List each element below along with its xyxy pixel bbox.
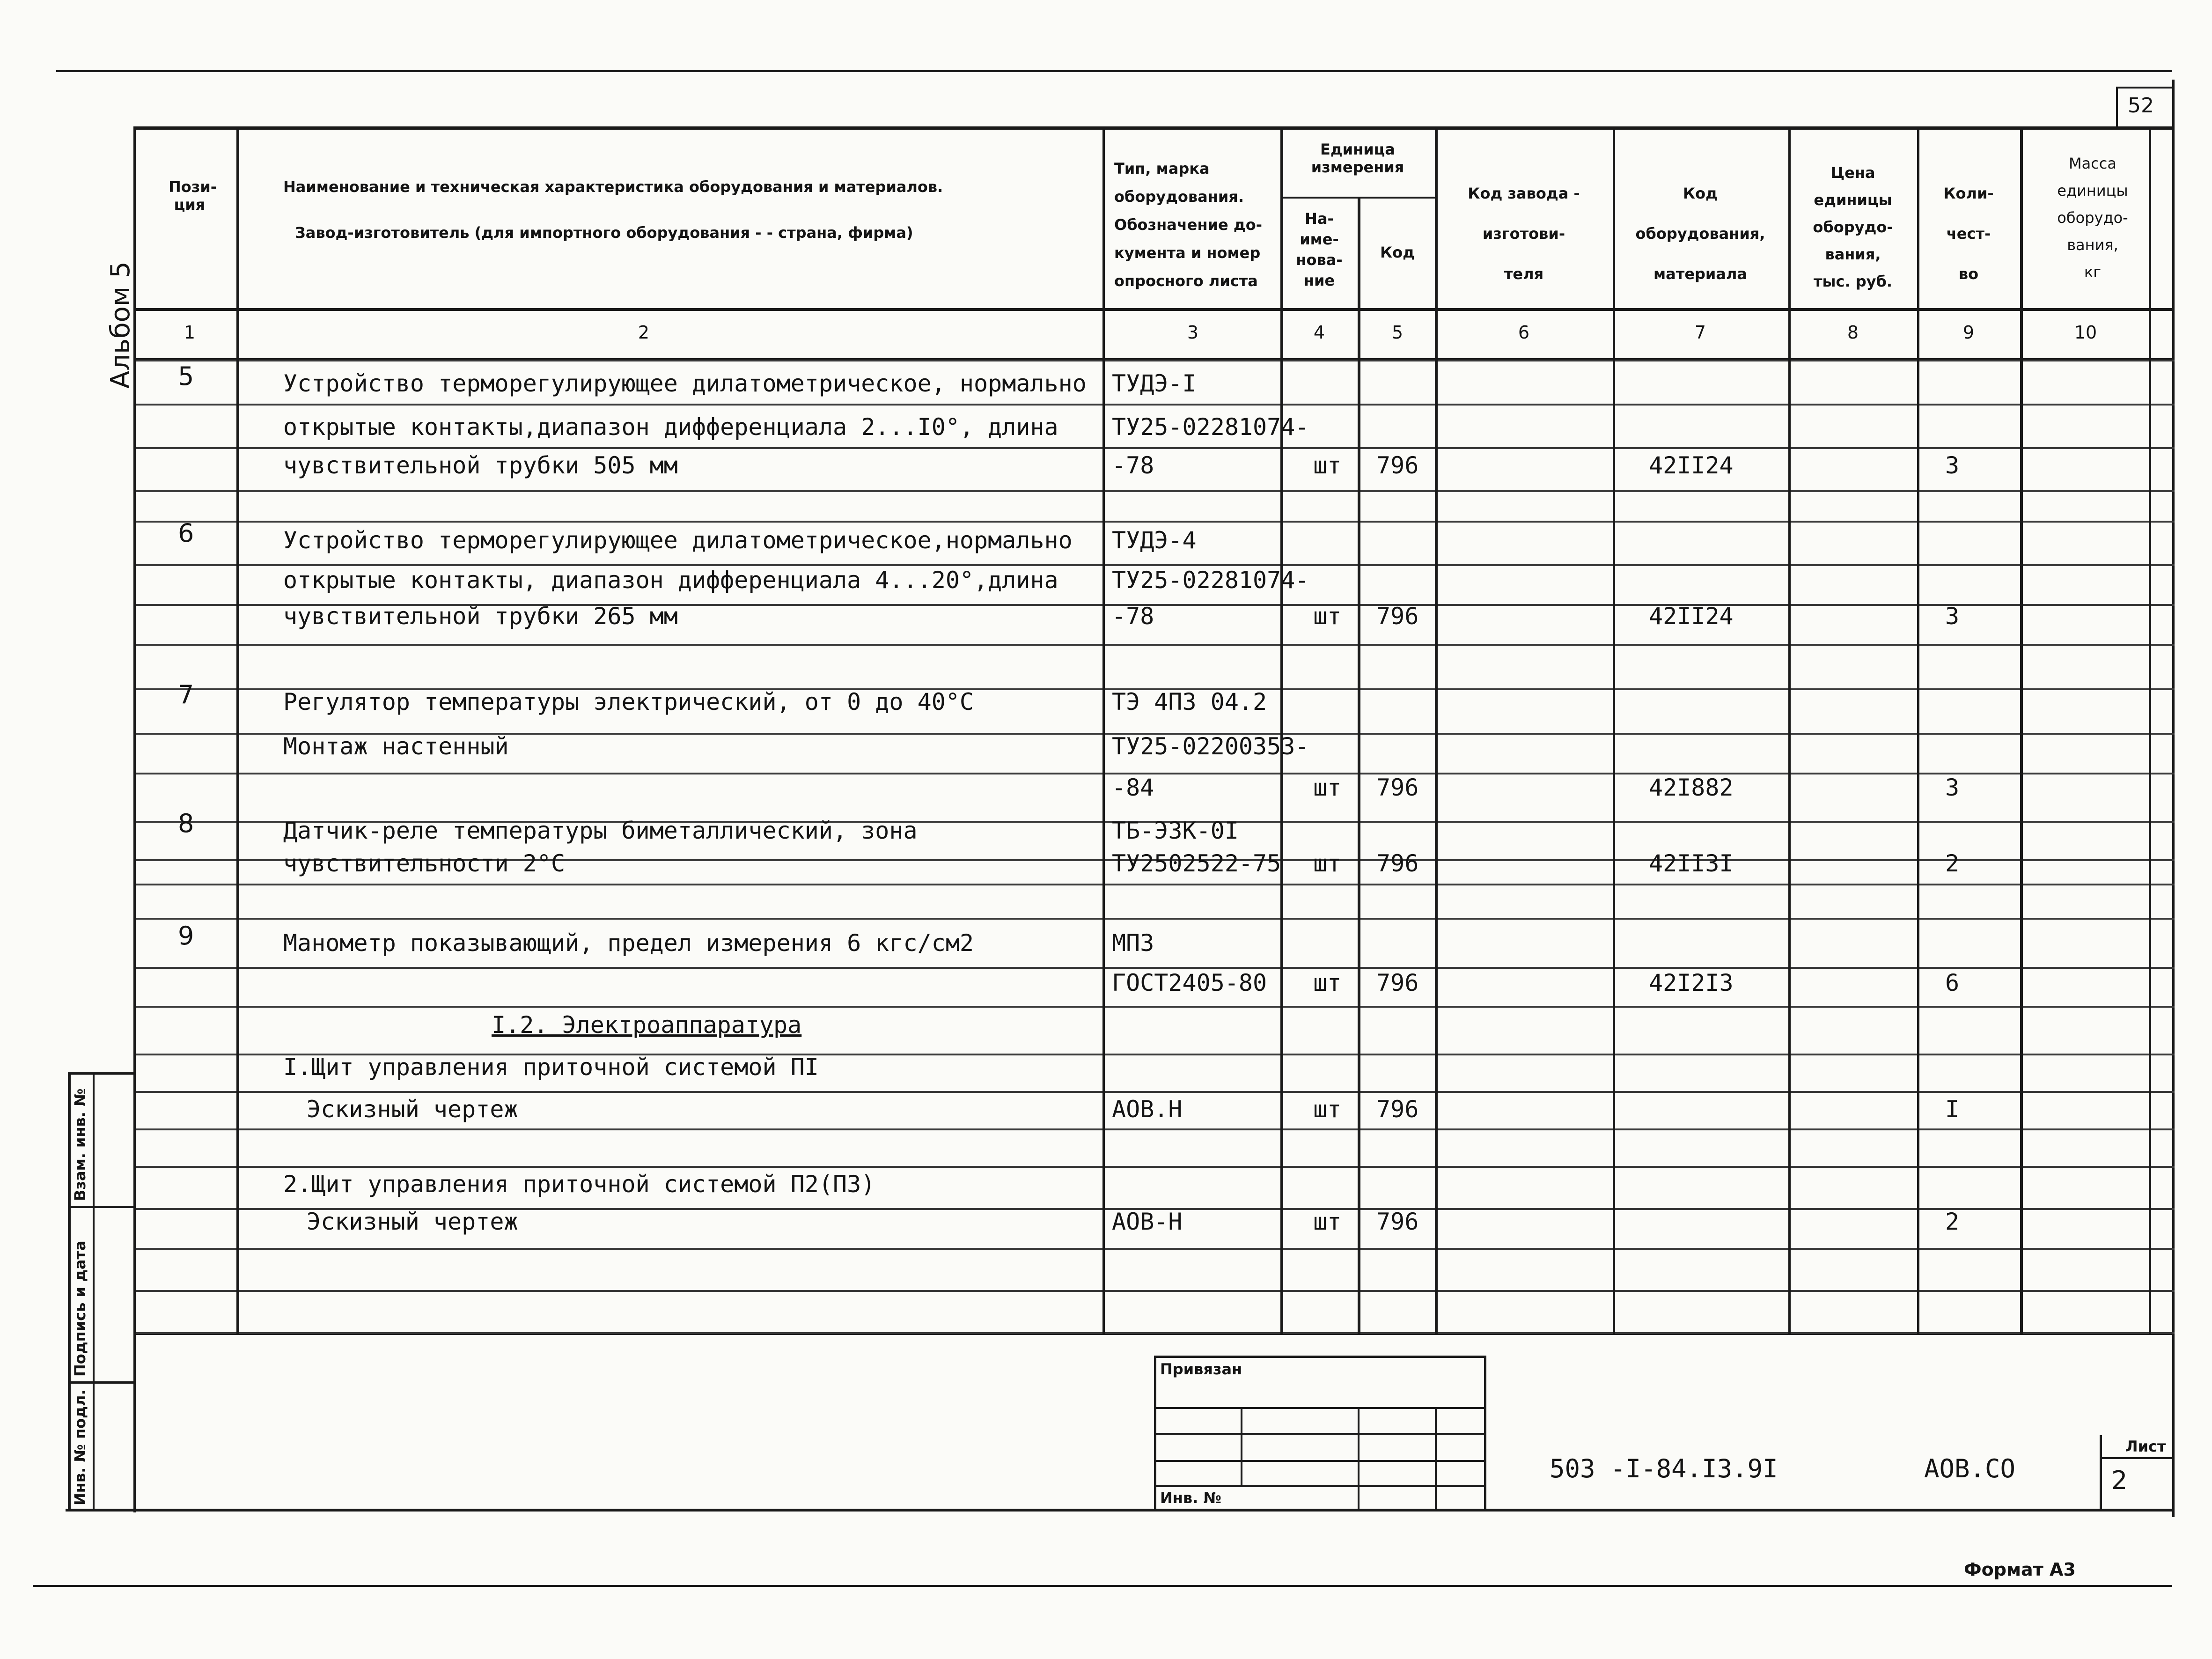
unit-code-cell: 796 xyxy=(1376,1096,1419,1123)
row-line xyxy=(136,490,2175,492)
row-line xyxy=(136,918,2175,920)
side-stamp-div2 xyxy=(68,1381,136,1384)
type-cell: ТУ25-02281074- xyxy=(1112,413,1309,441)
quantity-cell: 3 xyxy=(1945,603,1960,630)
quantity-cell: I xyxy=(1945,1096,1960,1123)
type-cell: ТУ25-02281074- xyxy=(1112,567,1309,594)
description-cell: Устройство терморегулирующее дилатометрическое, нормально xyxy=(283,370,1087,397)
row-line xyxy=(136,1248,2175,1250)
row-line xyxy=(136,564,2175,566)
col-line-9 xyxy=(2020,126,2023,1335)
description-cell: чувствительной трубки 265 мм xyxy=(283,603,678,630)
description-cell: открытые контакты, диапазон дифференциала 4...20°,длина xyxy=(283,567,1058,594)
unit-code-cell: 796 xyxy=(1376,452,1419,479)
colnum-4: 4 xyxy=(1313,322,1325,343)
unit-code-cell: 796 xyxy=(1376,1208,1419,1235)
sheet-top-number: 52 xyxy=(2128,94,2154,118)
header-position: Пози- ция xyxy=(169,178,217,214)
type-cell: АОВ-Н xyxy=(1112,1208,1183,1235)
type-cell: -84 xyxy=(1112,774,1154,801)
row-line xyxy=(136,1006,2175,1008)
side-stamp-inv-podl: Инв. № подл. xyxy=(71,1389,89,1505)
unit-name-cell: шт xyxy=(1313,603,1342,630)
type-cell: ТУ2502522-75 xyxy=(1112,850,1281,877)
unit-name-cell: шт xyxy=(1313,774,1342,801)
sheet-box-mid xyxy=(2100,1457,2175,1459)
row-line xyxy=(136,1166,2175,1168)
header-price: Цена единицы оборудо- вания, тыс. руб. xyxy=(1813,164,1893,290)
colnum-8: 8 xyxy=(1847,322,1859,343)
top-edge-line xyxy=(56,70,2172,72)
header-mass: Масса единицы оборудо- вания, кг xyxy=(2057,155,2128,281)
tb-vline-1 xyxy=(1241,1407,1242,1487)
description-cell: I.2. Электроаппаратура xyxy=(492,1011,802,1039)
quantity-cell: 3 xyxy=(1945,774,1960,801)
type-cell: ГОСТ2405-80 xyxy=(1112,969,1267,996)
privyazan-label: Привязан xyxy=(1160,1360,1242,1378)
description-cell: Эскизный чертеж xyxy=(307,1096,518,1123)
bottom-edge-line xyxy=(33,1585,2172,1587)
colnum-1: 1 xyxy=(184,322,196,343)
type-cell: ТЭ 4ПЗ 04.2 xyxy=(1112,688,1267,715)
type-cell: ТУДЭ-4 xyxy=(1112,527,1197,554)
equipment-code-cell: 42I2I3 xyxy=(1649,969,1734,996)
row-line xyxy=(136,884,2175,885)
description-cell: I.Щит управления приточной системой ПI xyxy=(283,1054,819,1081)
header-bottom-line xyxy=(136,308,2175,311)
position-number: 5 xyxy=(178,361,194,391)
row-line xyxy=(136,521,2175,523)
side-stamp-div1 xyxy=(68,1206,136,1208)
document-designation: 503 -I-84.I3.9I xyxy=(1550,1454,1778,1483)
type-cell: -78 xyxy=(1112,452,1154,479)
colnum-3: 3 xyxy=(1187,322,1199,343)
quantity-cell: 2 xyxy=(1945,1208,1960,1235)
header-name-line2: Завод-изготовитель (для импортного оборудования - - страна, фирма) xyxy=(295,224,913,242)
row-line xyxy=(136,773,2175,774)
unit-code-cell: 796 xyxy=(1376,969,1419,996)
colnum-10: 10 xyxy=(2074,322,2097,343)
inv-no-label: Инв. № xyxy=(1160,1489,1221,1507)
quantity-cell: 6 xyxy=(1945,969,1960,996)
description-cell: Регулятор температуры электрический, от 0 до 40°С xyxy=(283,688,974,715)
type-cell: ТУДЭ-I xyxy=(1112,370,1197,397)
colnum-5: 5 xyxy=(1391,322,1404,343)
unit-code-cell: 796 xyxy=(1376,774,1419,801)
type-cell: ТУ25-02200353- xyxy=(1112,733,1309,760)
album-label: Альбом 5 xyxy=(105,261,136,389)
row-line xyxy=(136,1332,2175,1334)
col-line-4 xyxy=(1358,197,1360,1335)
col-line-8 xyxy=(1917,126,1919,1335)
description-cell: чувствительной трубки 505 мм xyxy=(283,452,678,479)
colnum-9: 9 xyxy=(1962,322,1975,343)
col-line-7 xyxy=(1788,126,1791,1335)
row-line xyxy=(136,1128,2175,1130)
description-cell: Манометр показывающий, предел измерения 6 кгс/см2 xyxy=(283,929,974,957)
quantity-cell: 2 xyxy=(1945,850,1960,877)
equipment-code-cell: 42II24 xyxy=(1649,452,1734,479)
row-line xyxy=(136,967,2175,969)
row-line xyxy=(136,644,2175,646)
row-line xyxy=(136,447,2175,449)
description-cell: Датчик-реле температуры биметаллический, зона xyxy=(283,817,918,844)
type-cell: МПЗ xyxy=(1112,929,1154,957)
quantity-cell: 3 xyxy=(1945,452,1960,479)
right-frame-line xyxy=(2172,80,2175,1517)
header-unit-code: Код xyxy=(1380,243,1415,261)
unit-name-cell: шт xyxy=(1313,452,1342,479)
colnum-6: 6 xyxy=(1518,322,1530,343)
col-line-6 xyxy=(1613,126,1615,1335)
type-cell: -78 xyxy=(1112,603,1154,630)
equipment-code-cell: 42II24 xyxy=(1649,603,1734,630)
colnum-7: 7 xyxy=(1694,322,1706,343)
tb-vline-3 xyxy=(1435,1407,1437,1510)
unit-name-cell: шт xyxy=(1313,1208,1342,1235)
header-unit-name: На- име- нова- ние xyxy=(1296,210,1343,289)
description-cell: Устройство терморегулирующее дилатометрическое,нормально xyxy=(283,527,1073,554)
header-quantity: Коли- чест- во xyxy=(1943,184,1994,283)
equipment-code-cell: 42II3I xyxy=(1649,850,1734,877)
side-stamp-mid xyxy=(93,1072,95,1510)
sheet-number-box-left xyxy=(2116,87,2118,129)
sheet-number: 2 xyxy=(2111,1466,2128,1495)
position-number: 9 xyxy=(178,921,194,951)
row-line xyxy=(136,404,2175,406)
type-cell: АОВ.Н xyxy=(1112,1096,1183,1123)
unit-code-cell: 796 xyxy=(1376,603,1419,630)
col-line-1 xyxy=(236,126,239,1335)
sheet-number-box-top xyxy=(2116,87,2175,88)
description-cell: Эскизный чертеж xyxy=(307,1208,518,1235)
description-cell: открытые контакты,диапазон дифференциала 2...I0°, длина xyxy=(283,413,1058,441)
description-cell: 2.Щит управления приточной системой П2(ПЗ) xyxy=(283,1171,875,1198)
col-line-2 xyxy=(1102,126,1105,1335)
col-line-5 xyxy=(1435,126,1438,1335)
type-cell: ТБ-ЭЗК-0I xyxy=(1112,817,1239,844)
header-factory-code: Код завода - изготови- теля xyxy=(1468,184,1580,283)
unit-name-cell: шт xyxy=(1313,969,1342,996)
position-number: 8 xyxy=(178,809,194,838)
tb-box-top xyxy=(1154,1356,1486,1358)
description-cell: чувствительности 2°С xyxy=(283,850,566,877)
position-number: 7 xyxy=(178,680,194,709)
sheet-label: Лист xyxy=(2125,1438,2166,1455)
row-line xyxy=(136,360,2175,361)
description-cell: Монтаж настенный xyxy=(283,733,509,760)
document-mark: АОВ.СО xyxy=(1924,1454,2016,1483)
side-stamp-signature-date: Подпись и дата xyxy=(71,1240,89,1377)
sheet-box-left xyxy=(2100,1435,2102,1510)
header-unit-group: Единица измерения xyxy=(1311,140,1404,177)
col-line-3 xyxy=(1280,126,1283,1335)
unit-code-cell: 796 xyxy=(1376,850,1419,877)
header-equipment-code: Код оборудования, материала xyxy=(1635,184,1765,283)
equipment-code-cell: 42I882 xyxy=(1649,774,1734,801)
col-line-10 xyxy=(2149,126,2151,1335)
unit-name-cell: шт xyxy=(1313,1096,1342,1123)
position-number: 6 xyxy=(178,518,194,548)
row-line xyxy=(136,1290,2175,1292)
bottom-frame-line xyxy=(66,1509,2175,1512)
top-frame-line xyxy=(136,126,2175,130)
side-stamp-vzam-inv: Взам. инв. № xyxy=(71,1088,89,1201)
colnum-2: 2 xyxy=(638,322,650,343)
unit-name-cell: шт xyxy=(1313,850,1342,877)
side-stamp-top xyxy=(68,1072,136,1075)
format-label: Формат А3 xyxy=(1964,1559,2076,1580)
header-name-line1: Наименование и техническая характеристика оборудования и материалов. xyxy=(283,178,943,196)
tb-vline-2 xyxy=(1358,1407,1360,1510)
side-stamp-left xyxy=(68,1072,71,1510)
row-line xyxy=(136,1091,2175,1093)
header-type: Тип, марка оборудования. Обозначение до- кумента и номер опросного листа xyxy=(1114,160,1262,290)
